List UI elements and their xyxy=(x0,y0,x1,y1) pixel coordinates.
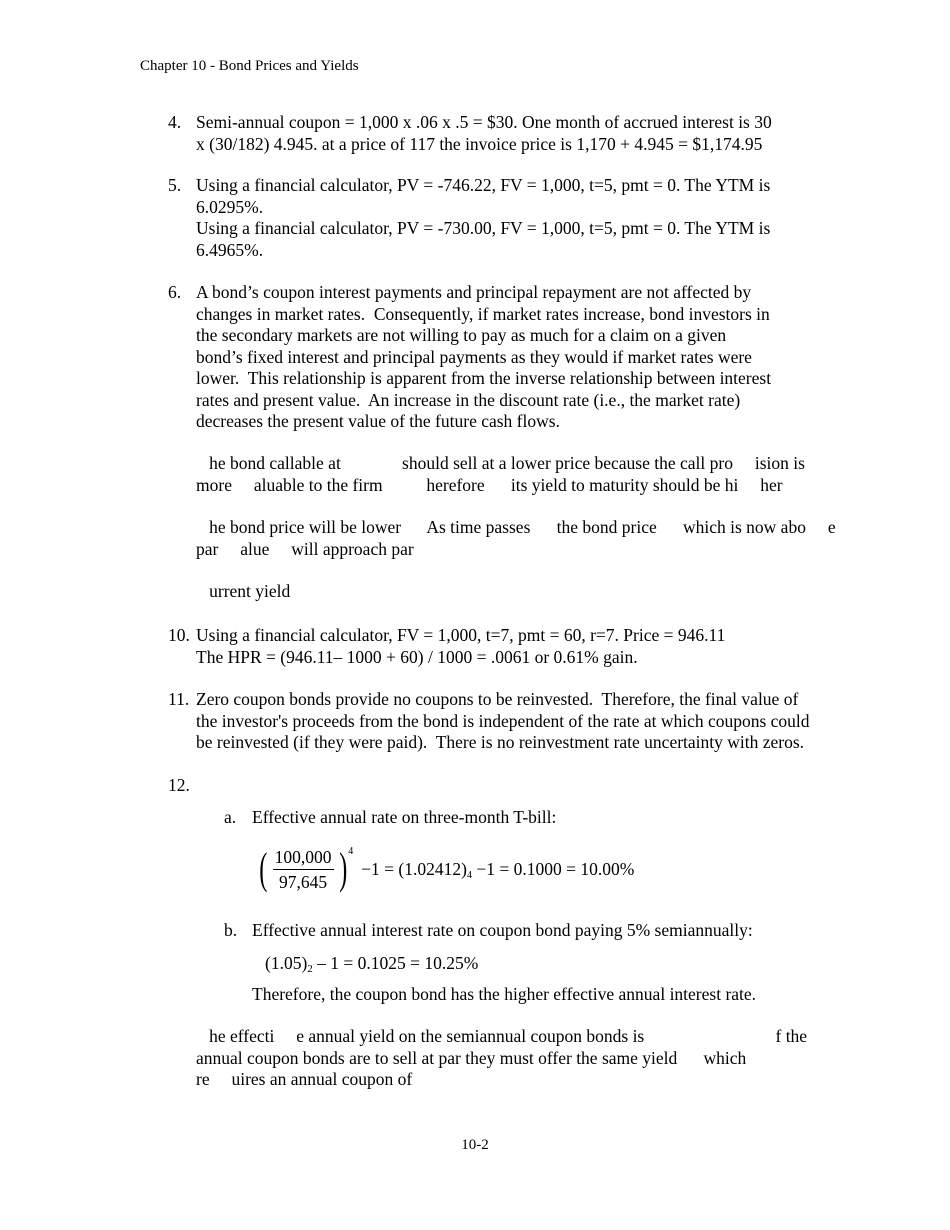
fraction-numerator: 100,000 xyxy=(273,847,334,870)
answer-11 xyxy=(168,689,888,754)
answer-7 xyxy=(168,453,888,496)
item-number: 6. xyxy=(168,282,182,302)
text-line: A bond’s coupon interest payments and principal repayment are not affected by xyxy=(196,282,752,302)
answer-5 xyxy=(168,175,888,261)
text-line: he bond price will be lower As time passes the bond price which is now abo e xyxy=(196,517,836,537)
text-line: annual coupon bonds are to sell at par they must offer the same yield which xyxy=(196,1047,747,1068)
answer-10 xyxy=(168,625,888,668)
text-line: 6.4965%. xyxy=(196,239,264,260)
conclusion-text: Therefore, the coupon bond has the higher effective annual interest rate. xyxy=(252,984,757,1004)
text-line: more aluable to the firm herefore its yield to maturity should be hi her xyxy=(196,474,783,495)
text-line: rates and present value. An increase in the discount rate (i.e., the market rate) xyxy=(196,389,741,410)
text-line: Using a financial calculator, PV = -730.00, FV = 1,000, t=5, pmt = 0. The YTM is xyxy=(196,218,771,238)
answer-4 xyxy=(168,112,888,155)
text-line: re uires an annual coupon of xyxy=(196,1069,413,1089)
text-line: he effecti e annual yield on the semiannual coupon bonds is f the xyxy=(196,1026,808,1046)
text-line: Semi-annual coupon = 1,000 x .06 x .5 = $30. One month of accrued interest is 30 xyxy=(196,112,772,132)
page-header: Chapter 10 - Bond Prices and Yields xyxy=(140,58,359,74)
text-line: lower. This relationship is apparent from the inverse relationship between interest xyxy=(196,368,772,388)
text-line: Effective annual rate on three-month T-bill: xyxy=(252,807,557,827)
item-number: 5. xyxy=(168,175,182,195)
page-number: 10-2 xyxy=(461,1137,489,1153)
left-paren: ( xyxy=(259,844,268,893)
item-number: 11. xyxy=(168,689,190,709)
text-line: bond’s fixed interest and principal payments as they would if market rates were xyxy=(196,346,752,367)
text-line: Using a financial calculator, FV = 1,000, t=7, pmt = 60, r=7. Price = 946.11 xyxy=(196,625,726,645)
right-paren: ) xyxy=(338,844,347,893)
fraction xyxy=(271,847,336,892)
answer-13 xyxy=(168,1026,888,1091)
text-line: Zero coupon bonds provide no coupons to be reinvested. Therefore, the final value of xyxy=(196,689,799,709)
fraction-group xyxy=(256,844,354,893)
sub-letter: b. xyxy=(224,920,238,940)
formula-rest: −1 = (1.02412)4 −1 = 0.1000 = 10.00% xyxy=(361,858,635,881)
text-line: Effective annual interest rate on coupon bond paying 5% semiannually: xyxy=(252,920,753,940)
item-number: 10. xyxy=(168,625,190,645)
item-number: 12. xyxy=(168,775,190,795)
answer-9 xyxy=(168,581,888,603)
fraction-exponent: 4 xyxy=(348,845,354,857)
text-line: urrent yield xyxy=(196,581,291,601)
text-line: par alue will approach par xyxy=(196,538,414,559)
answer-6 xyxy=(168,282,888,433)
text-line: x (30/182) 4.945. at a price of 117 the invoice price is 1,170 + 4.945 = $1,174.95 xyxy=(196,133,763,154)
item-number: 4. xyxy=(168,112,182,132)
text-line: 6.0295%. xyxy=(196,196,264,217)
answer-8 xyxy=(168,517,888,560)
text-line: the secondary markets are not willing to pay as much for a claim on a given xyxy=(196,325,727,345)
text-line: be reinvested (if they were paid). There is no reinvestment rate uncertainty with zeros. xyxy=(196,732,805,752)
sub-letter: a. xyxy=(224,807,237,827)
semiannual-formula: (1.05)2 – 1 = 0.1025 = 10.25% xyxy=(265,953,479,975)
answer-12a xyxy=(224,807,884,829)
text-line: The HPR = (946.11– 1000 + 60) / 1000 = .0061 or 0.61% gain. xyxy=(196,646,638,667)
effective-rate-formula xyxy=(256,842,634,896)
text-line: decreases the present value of the future cash flows. xyxy=(196,411,560,431)
text-line: changes in market rates. Consequently, if market rates increase, bond investors in xyxy=(196,303,770,324)
text-line: Using a financial calculator, PV = -746.22, FV = 1,000, t=5, pmt = 0. The YTM is xyxy=(196,175,771,195)
fraction-denominator: 97,645 xyxy=(279,871,328,892)
answer-12b xyxy=(224,920,884,942)
text-line: the investor's proceeds from the bond is independent of the rate at which coupons could xyxy=(196,710,810,731)
text-line: he bond callable at should sell at a lower price because the call pro ision is xyxy=(196,453,805,473)
